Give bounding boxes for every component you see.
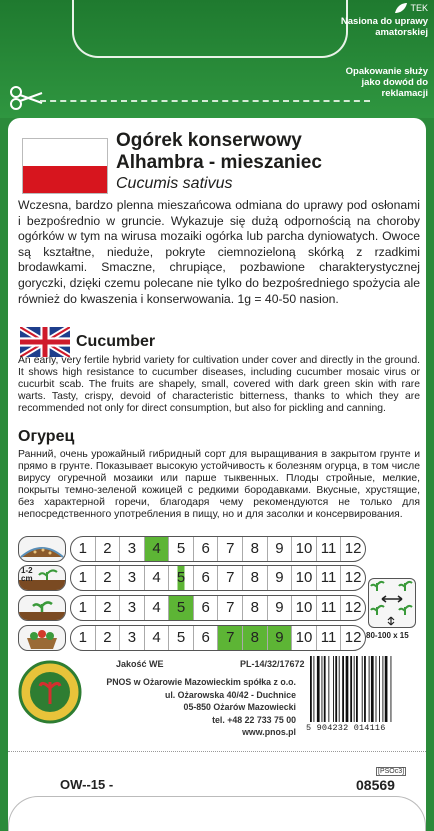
harvest-basket-icon [18,625,66,651]
english-title: Cucumber [76,333,156,350]
month-strip [70,565,366,591]
barcode-bar [310,656,312,722]
month-cell-4: 4 [145,626,170,650]
barcode-bar [313,656,314,722]
barcode-bar [362,656,363,722]
tek-brand [394,2,428,14]
description-en: An early, very fertile hybrid variety for cultivation under cover and directly in the ground. It shows high resistance to cucumber diseases, including cucumber mosaic virus or cucurbit scab. The fruits are shapely, small, covered with dark green skin with rare warts. Tasty, crispy, devoid of characteristic bitterness, thanks to which they are recommended not only for direct consumption, but also for pickling and canning. [18,355,420,415]
month-cell-9: 9 [268,596,293,620]
spacing-label: 80-100 x 15 [366,631,409,640]
complaint-proof-note: Opakowanie służy jako dowód do reklamacji [345,66,428,99]
barcode-bar [356,656,358,722]
amateur-seeds-note: Nasiona do uprawy amatorskiej [340,16,428,38]
seedling-tray-icon [18,536,66,562]
month-cell-5: 5 [169,566,194,590]
pnos-logo [18,660,82,724]
barcode-bar [364,656,366,722]
month-cell-6: 6 [194,566,219,590]
company-line: PNOS w Ożarowie Mazowieckim spółka z o.o. [106,677,296,687]
barcode-number: 5 904232 014116 [306,723,386,733]
calendar-row-sowing-depth [18,565,366,591]
company-line: ul. Ożarowska 40/42 - Duchnice [164,689,296,700]
tek-label: TEK [410,3,428,13]
barcode-bar [342,656,344,722]
barcode [306,656,418,736]
barcode-bar [335,656,337,722]
barcode-bar [324,656,326,722]
month-cell-11: 11 [317,626,342,650]
barcode-bar [354,656,355,722]
month-cell-12: 12 [344,569,362,586]
month-cell-8: 8 [243,537,268,561]
company-line: 05-850 Ożarów Mazowiecki [183,702,296,712]
month-cell-11: 11 [317,566,342,590]
polish-flag-icon [22,138,108,194]
barcode-bar [339,656,340,722]
month-cell-10: 10 [292,626,317,650]
month-cell-12: 12 [344,629,362,646]
cut-line [40,100,370,102]
latin-name: Cucumis sativus [116,175,233,192]
barcode-bar [317,656,320,722]
barcode-bar [328,656,329,722]
month-cell-10: 10 [292,566,317,590]
product-title [116,130,416,174]
barcode-bars [306,656,418,724]
month-cell-1: 1 [71,596,96,620]
month-strip [70,536,366,562]
month-cell-4: 4 [145,596,170,620]
month-cell-4: 4 [145,566,170,590]
month-cell-8: 8 [243,566,268,590]
scissors-icon [10,86,44,110]
month-cell-6: 6 [194,626,219,650]
planting-hand-icon [18,595,66,621]
month-cell-7: 7 [218,596,243,620]
barcode-bar [350,656,352,722]
month-cell-12: 12 [344,599,362,616]
month-cell-3: 3 [120,566,145,590]
month-cell-6: 6 [194,537,219,561]
barcode-bar [369,656,370,722]
description-pl: Wczesna, bardzo plenna mieszańcowa odmiana do uprawy pod osłonami i bezpośrednio w gruncie. Wykazuje się dużą odpornością na choroby ogórków w tym na wirusa mozaiki ogórka lub parcha dyniowatych. Owoce są kształtne, nieduże, pokryte ciemnozieloną skórką z rzadkimi brodawkami. Smaczne, chrupiące, pozbawione charakterystycznej goryczki, dzięki czemu polecane nie tylko do bezpośredniego spożycia ale również do kwaszenia i konserwowania. 1g = 40-50 nasion. [18,198,420,306]
month-cell-8: 8 [243,596,268,620]
month-cell-5: 5 [169,596,194,620]
calendar-row-planting-out [18,595,366,621]
month-cell-9: 9 [268,626,293,650]
month-cell-9: 9 [268,566,293,590]
calendar-row-harvest [18,625,366,651]
lot-number: OW--15 - [60,777,114,792]
plant-spacing-icon [368,578,416,628]
barcode-bar [379,656,380,722]
product-code: 08569 [356,777,395,793]
month-cell-7: 7 [218,626,243,650]
psoc-mark: [PSOc3] [378,768,405,775]
bottom-tab-outline [8,796,426,831]
month-cell-6: 6 [194,596,219,620]
month-cell-7: 7 [218,537,243,561]
barcode-bar [333,656,334,722]
description-ru: Ранний, очень урожайный гибридный сорт для выращивания в закрытом грунте и прямо в грунте. Показывает высокую устойчивость к болезням огурца, в том числе вирусу огуречной мозаики или парше тыквенных. Плоды стройные, мелкие, покрыты темно-зеленой кожицей с редкими бородавками. Вкусные, хрустящие, без характерной горечи, благодаря чему рекомендуются не только для непосредственного употребления в пищу, но и для засолки и консервирования. [18,449,420,521]
month-cell-8: 8 [243,626,268,650]
month-cell-12: 12 [344,540,362,557]
month-cell-3: 3 [120,596,145,620]
barcode-bar [376,656,377,722]
hang-tab-outline [72,0,348,58]
sowing-depth-icon [18,565,66,591]
header-strip [0,0,434,118]
month-cell-5: 5 [169,537,194,561]
barcode-bar [382,656,383,722]
barcode-bar [322,656,323,722]
month-cell-1: 1 [71,626,96,650]
title-line-2: Alhambra - mieszaniec [116,152,322,173]
month-cell-5: 5 [169,626,194,650]
company-address [96,676,296,739]
month-cell-11: 11 [317,596,342,620]
barcode-bar [391,656,392,722]
month-cell-2: 2 [96,566,121,590]
uk-flag-icon [20,327,70,357]
month-strip [70,595,366,621]
barcode-bar [385,656,388,722]
month-cell-1: 1 [71,537,96,561]
barcode-bar [371,656,374,722]
calendar-row-sowing-under-cover [18,536,366,562]
month-cell-11: 11 [317,537,342,561]
quality-label: Jakość WE [116,659,164,669]
month-cell-10: 10 [292,596,317,620]
title-line-1: Ogórek konserwowy [116,130,302,151]
registration-code: PL-14/32/17672 [240,659,305,669]
company-line: www.pnos.pl [242,727,296,737]
month-cell-2: 2 [96,626,121,650]
month-cell-10: 10 [292,537,317,561]
month-cell-4: 4 [145,537,170,561]
month-cell-2: 2 [96,596,121,620]
month-cell-3: 3 [120,537,145,561]
month-cell-7: 7 [218,566,243,590]
month-cell-1: 1 [71,566,96,590]
month-cell-9: 9 [268,537,293,561]
month-cell-2: 2 [96,537,121,561]
company-line: tel. +48 22 733 75 00 [212,714,296,725]
month-cell-3: 3 [120,626,145,650]
barcode-bar [346,656,349,722]
russian-title: Огурец [18,428,75,445]
month-strip [70,625,366,651]
depth-label: 1-2 cm [21,566,33,583]
leaf-icon [394,2,408,14]
